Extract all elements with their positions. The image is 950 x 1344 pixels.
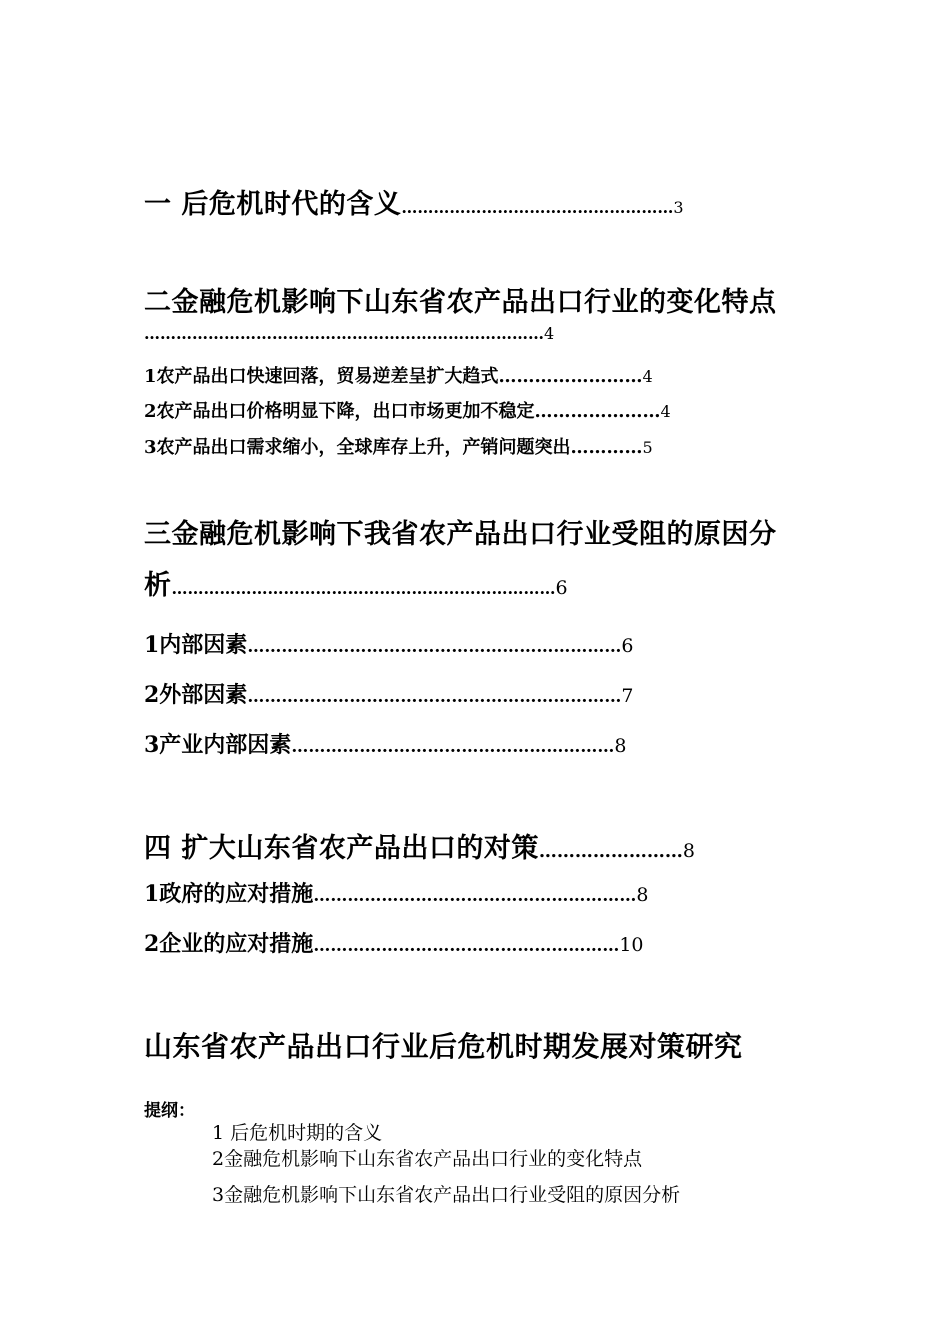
- toc-item-page: 10: [619, 934, 644, 956]
- toc-sec4-item-1[interactable]: [144, 877, 648, 908]
- toc-item-leader: …………………………………………………: [291, 737, 615, 757]
- toc-item-page: 8: [636, 884, 649, 906]
- toc-item-text: 2外部因素: [144, 682, 248, 708]
- toc-entry-sec3[interactable]: [144, 512, 777, 551]
- toc-entry-sec2[interactable]: [144, 280, 777, 319]
- toc-item-text: 2企业的应对措施: [144, 931, 314, 957]
- toc-sec3-item-1[interactable]: [144, 628, 633, 659]
- toc-sec4-page: 8: [682, 840, 696, 862]
- toc-item-text: 1政府的应对措施: [144, 881, 314, 907]
- toc-item-leader: …………………………………………………………: [247, 637, 622, 657]
- outline-item-1: 1 后危机时期的含义: [212, 1122, 383, 1144]
- toc-sec3-leader: ………………………………………………………………: [171, 579, 556, 598]
- toc-item-leader: …………………………………………………………: [247, 687, 622, 707]
- toc-sec4-title: 四 扩大山东省农产品出口的对策: [144, 833, 539, 864]
- toc-item-page: 5: [642, 438, 653, 457]
- toc-sec3-title-line1: 三金融危机影响下我省农产品出口行业受阻的原因分: [144, 519, 777, 550]
- toc-sec3-item-2[interactable]: [144, 678, 633, 709]
- toc-item-page: 4: [642, 367, 653, 386]
- toc-item-page: 8: [614, 735, 627, 757]
- toc-sec2-page: 4: [544, 324, 555, 343]
- toc-sec4-item-2[interactable]: [144, 927, 644, 958]
- toc-item-leader: ……………………: [498, 366, 643, 387]
- toc-sec2-leader-line: [144, 324, 554, 343]
- toc-sec3-title-cont: [144, 563, 568, 602]
- toc-sec4-leader: ……………………: [538, 841, 683, 862]
- toc-sec2-item-1[interactable]: [144, 362, 653, 388]
- toc-sec2-item-2[interactable]: [144, 397, 671, 423]
- toc-entry-sec1[interactable]: [144, 182, 684, 221]
- toc-item-page: 6: [621, 635, 634, 657]
- outline-label: 提纲：: [144, 1101, 195, 1121]
- toc-item-text: 1农产品出口快速回落，贸易逆差呈扩大趋式: [144, 366, 499, 387]
- toc-sec3-item-3[interactable]: [144, 728, 626, 759]
- toc-sec3-title-line2: 析: [144, 570, 172, 601]
- toc-entry-sec4[interactable]: [144, 826, 696, 865]
- toc-sec1-leader: ……………………………………………: [401, 198, 674, 217]
- toc-item-leader: …………………………………………………: [313, 886, 637, 906]
- toc-item-leader: ………………………………………………: [313, 936, 620, 956]
- document-title: 山东省农产品出口行业后危机时期发展对策研究: [144, 1030, 743, 1063]
- outline-item-2: 2金融危机影响下山东省农产品出口行业的变化特点: [212, 1148, 643, 1170]
- toc-item-leader: …………: [570, 437, 643, 458]
- toc-sec2-leader: …………………………………………………………………: [144, 324, 544, 343]
- toc-sec1-title: 一 后危机时代的含义: [144, 189, 402, 220]
- toc-item-text: 3农产品出口需求缩小，全球库存上升，产销问题突出: [144, 437, 571, 458]
- toc-sec1-page: 3: [673, 198, 685, 217]
- toc-item-page: 7: [621, 685, 634, 707]
- toc-item-text: 1内部因素: [144, 632, 248, 658]
- toc-item-leader: …………………: [534, 401, 661, 422]
- toc-item-page: 4: [660, 402, 671, 421]
- toc-sec2-item-3[interactable]: [144, 433, 653, 459]
- toc-sec2-title: 二金融危机影响下山东省农产品出口行业的变化特点: [144, 287, 777, 318]
- toc-item-text: 2农产品出口价格明显下降，出口市场更加不稳定: [144, 401, 535, 422]
- outline-item-3: 3金融危机影响下山东省农产品出口行业受阻的原因分析: [212, 1184, 681, 1206]
- toc-sec3-page: 6: [555, 577, 569, 599]
- toc-item-text: 3产业内部因素: [144, 732, 292, 758]
